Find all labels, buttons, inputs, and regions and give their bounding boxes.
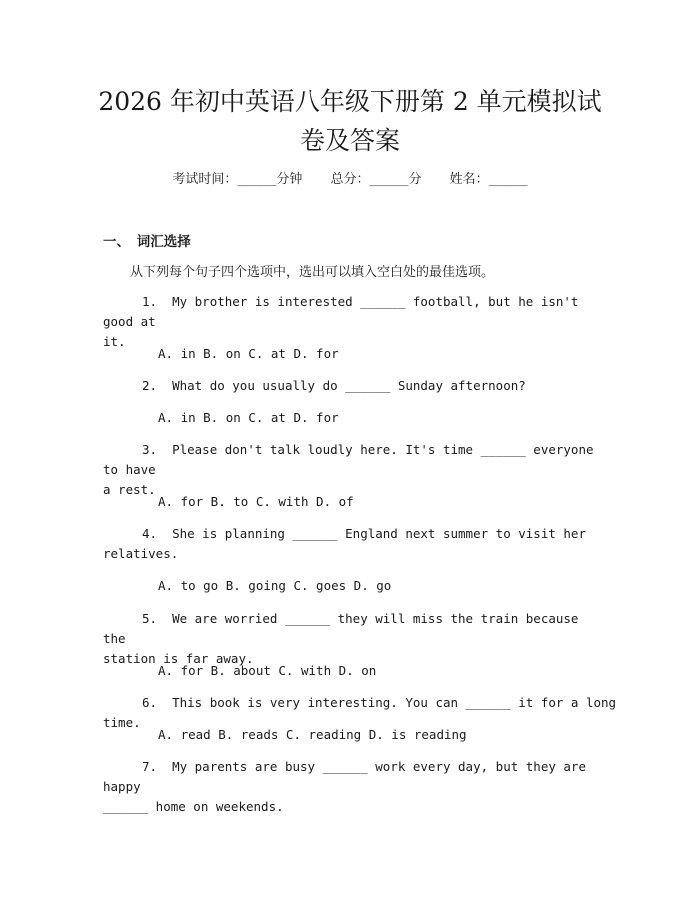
question-text: What do you usually do ______ Sunday afternoon?	[172, 378, 526, 393]
question-number: 6.	[141, 695, 157, 710]
question-number: 3.	[141, 442, 157, 457]
question-number: 2.	[141, 378, 157, 393]
question-3-options: A. for B. to C. with D. of	[158, 494, 354, 509]
question-1-options: A. in B. on C. at D. for	[158, 346, 339, 361]
title-line-1: 2026 年初中英语八年级下册第 2 单元模拟试	[98, 87, 602, 116]
question-number: 5.	[141, 611, 157, 626]
exam-score: 总分：______分	[330, 172, 422, 187]
question-5	[103, 609, 603, 669]
question-5-options: A. for B. about C. with D. on	[158, 663, 377, 678]
question-4-options: A. to go B. going C. goes D. go	[158, 578, 392, 593]
question-7	[103, 757, 603, 817]
question-1	[103, 292, 603, 352]
question-text: She is planning ______ England next summer to visit her	[172, 526, 586, 541]
question-text: My brother is interested ______ football, but he isn't good at	[103, 294, 579, 329]
question-text: My parents are busy ______ work every day, but they are happy	[103, 759, 586, 794]
question-2	[103, 376, 603, 396]
exam-meta	[0, 168, 700, 187]
question-text: Please don't talk loudly here. It's time ______ everyone to have	[103, 442, 594, 477]
question-text: This book is very interesting. You can ______ it for a long time.	[103, 695, 617, 730]
question-text-cont: relatives.	[103, 546, 179, 561]
exam-time: 考试时间：______分钟	[172, 172, 303, 187]
question-2-options: A. in B. on C. at D. for	[158, 410, 339, 425]
question-text-cont: a rest.	[103, 482, 156, 497]
question-text: We are worried ______ they will miss the train because the	[103, 611, 579, 646]
section-instruction: 从下列每个句子四个选项中，选出可以填入空白处的最佳选项。	[130, 265, 495, 280]
question-number: 4.	[141, 526, 157, 541]
question-text-cont: station is far away.	[103, 651, 254, 666]
question-3	[103, 440, 603, 500]
question-text-cont: it.	[103, 334, 126, 349]
title-line-2: 卷及答案	[299, 126, 400, 155]
page-title	[60, 82, 640, 160]
question-text-cont: ______ home on weekends.	[103, 799, 284, 814]
question-number: 7.	[141, 759, 157, 774]
section-heading: 一、 词汇选择	[103, 234, 191, 250]
question-6-options: A. read B. reads C. reading D. is reading	[158, 727, 467, 742]
exam-name: 姓名：______	[449, 172, 528, 187]
question-4	[103, 524, 603, 564]
question-number: 1.	[141, 294, 157, 309]
